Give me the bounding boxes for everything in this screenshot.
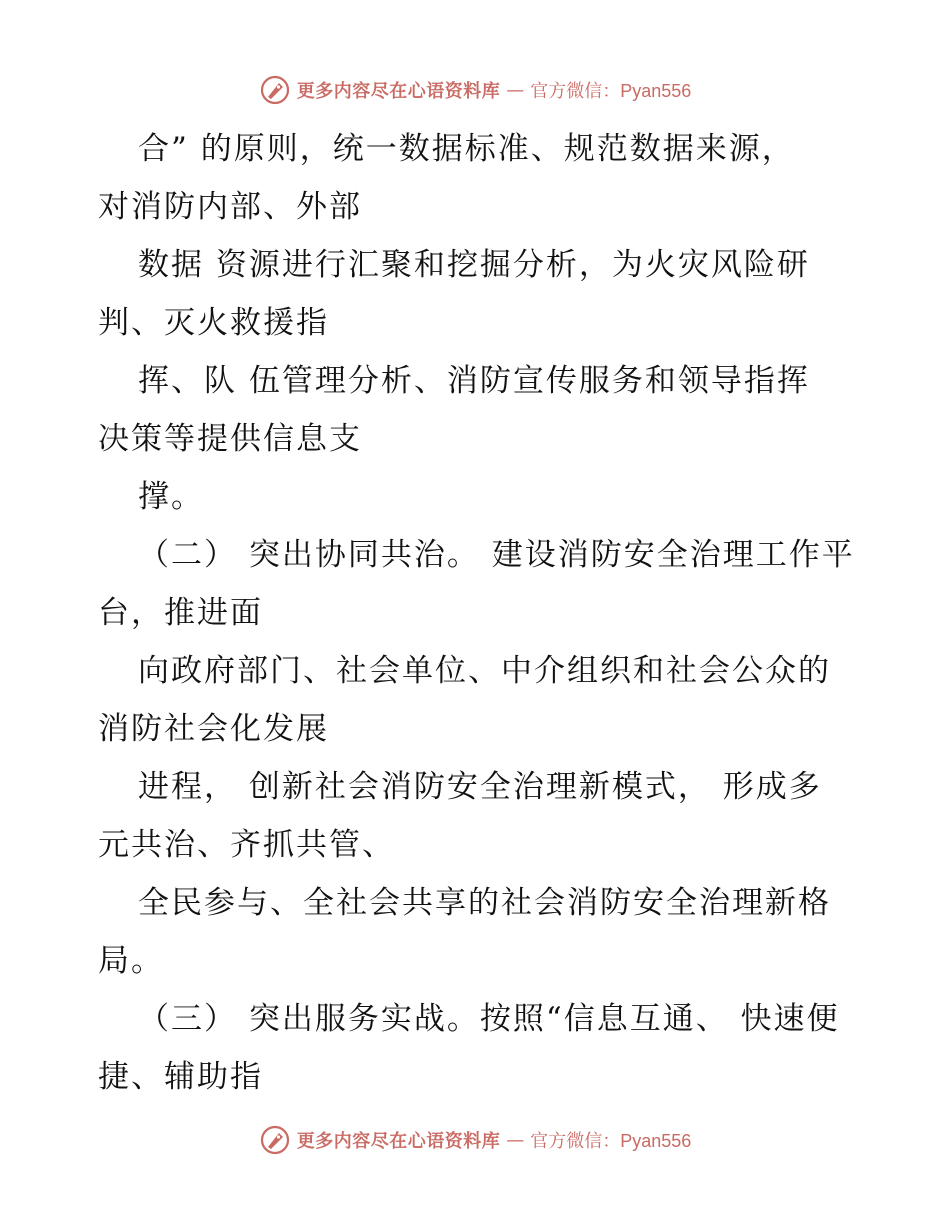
- text-line: 合” 的原则，统一数据标准、规范数据来源，: [138, 131, 795, 167]
- text-line: 数据 资源进行汇聚和挖掘分析，为火灾风险研: [138, 247, 810, 283]
- text-line: 全民参与、全社会共享的社会消防安全治理新格: [138, 885, 831, 921]
- text-line: 对消防内部、外部: [98, 189, 362, 225]
- text-line: 元共治、齐抓共管、: [98, 827, 395, 863]
- watermark-account: 官方微信：Pyan556: [530, 1131, 692, 1151]
- watermark-separator: —: [506, 79, 525, 101]
- text-line: 进程， 创新社会消防安全治理新模式， 形成多: [138, 769, 822, 805]
- watermark-separator: —: [506, 1129, 525, 1151]
- body-text: [98, 120, 858, 1106]
- watermark-brand: 更多内容尽在心语资料库: [296, 1131, 501, 1152]
- text-line: 挥、队 伍管理分析、消防宣传服务和领导指挥: [138, 363, 810, 399]
- text-line: 撑。: [138, 479, 204, 515]
- text-line: 局。: [98, 943, 164, 979]
- pen-nib-circle-icon: [259, 74, 291, 106]
- text-line: 消防社会化发展: [98, 711, 329, 747]
- header-watermark: [0, 70, 950, 110]
- text-line: 向政府部门、社会单位、中介组织和社会公众的: [138, 653, 831, 689]
- text-line: （三） 突出服务实战。按照“信息互通、 快速便: [138, 1001, 840, 1037]
- text-line: 判、灭火救援指: [98, 305, 329, 341]
- text-line: （二） 突出协同共治。 建设消防安全治理工作平: [138, 537, 855, 573]
- text-line: 捷、辅助指: [98, 1059, 263, 1095]
- pen-nib-circle-icon: [259, 1124, 291, 1156]
- watermark-brand: 更多内容尽在心语资料库: [296, 81, 501, 102]
- footer-watermark: [0, 1120, 950, 1160]
- watermark-account: 官方微信：Pyan556: [530, 81, 692, 101]
- text-line: 决策等提供信息支: [98, 421, 362, 457]
- text-line: 台，推进面: [98, 595, 263, 631]
